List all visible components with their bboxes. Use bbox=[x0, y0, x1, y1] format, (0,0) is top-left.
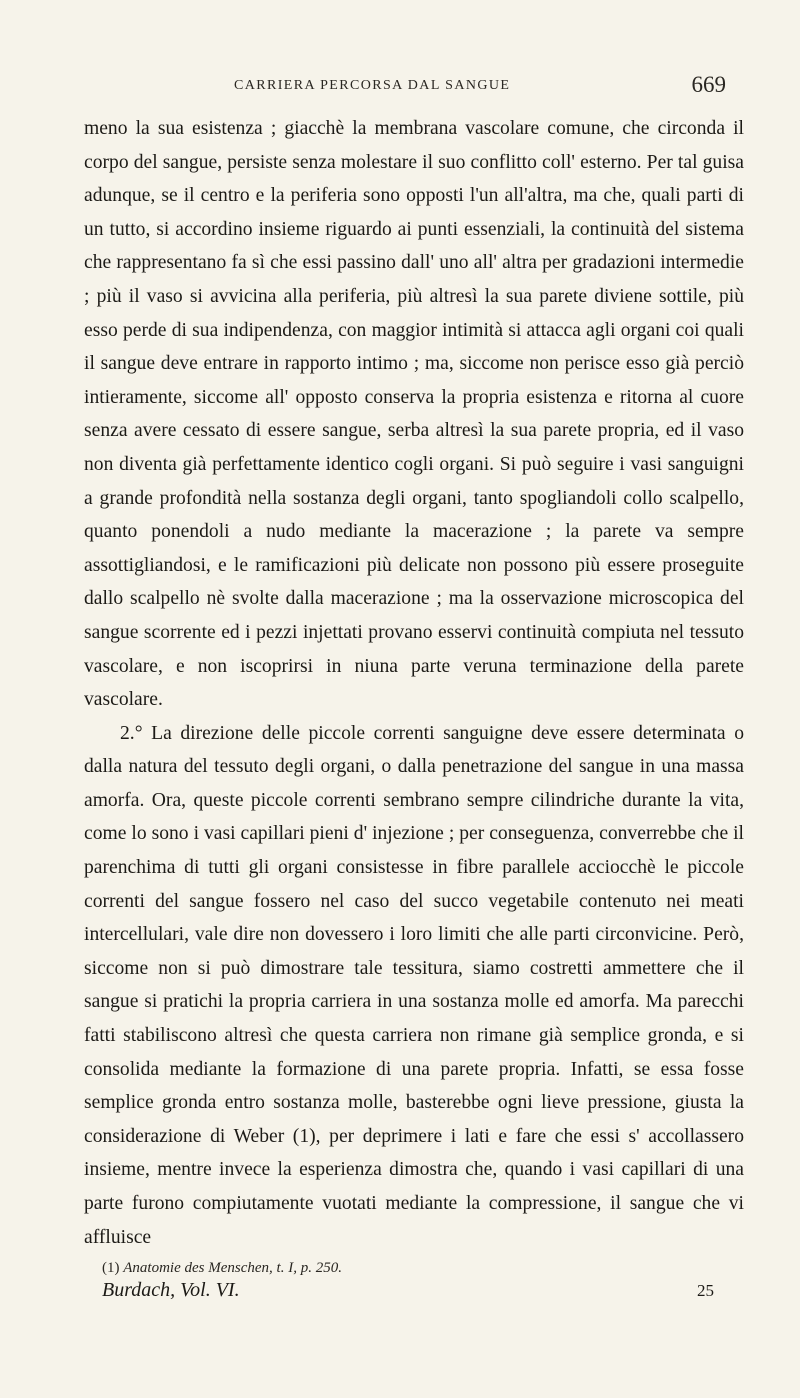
running-title: CARRIERA PERCORSA DAL SANGUE bbox=[234, 78, 511, 93]
footnote-marker: (1) bbox=[102, 1260, 120, 1277]
footnote-source: Anatomie des Menschen, t. I, p. 250. bbox=[123, 1260, 342, 1277]
running-head bbox=[84, 72, 744, 112]
paragraph-2: 2.° La direzione delle piccole correnti sanguigne deve essere determinata o dalla natura del tessuto degli organi, o dalla penetrazione del sangue in una massa amorfa. Ora, queste piccole correnti sembrano sempre cilindriche durante la vita, come lo sono i vasi capillari pieni d' injezione ; per conseguenza, converrebbe che il parenchima di tutti gli organi consistesse in fibre parallele acciocchè le piccole correnti del sangue fossero nel caso del succo vegetabile contenuto nei meati intercellulari, vale dire non dovessero i loro limiti che alle parti circonvicine. Però, siccome non si può dimostrare tale tessitura, siamo costretti ammettere che il sangue si pratichi la propria carriera in una sostanza molle ed amorfa. Ma parecchi fatti stabiliscono altresì che questa carriera non rimane già semplice gronda, e si consolida mediante la formazione di una parete propria. Infatti, se essa fosse semplice gronda entro sostanza molle, basterebbe ogni lieve pressione, giusta la considerazione di Weber (1), per deprimere i lati e fare che essi s' accollassero insieme, mentre invece la esperienza dimostra che, quando i vasi capillari di una parte furono compiutamente vuotati mediante la compressione, il sangue che vi affluisce bbox=[84, 722, 744, 1248]
printer-signature bbox=[84, 1279, 744, 1309]
footnote bbox=[84, 1260, 744, 1277]
signature-number: 25 bbox=[697, 1281, 714, 1301]
body-text bbox=[84, 112, 744, 1254]
paragraph-1: meno la sua esistenza ; giacchè la membrana vascolare comune, che circonda il corpo del sangue, persiste senza molestare il suo conflitto coll' esterno. Per tal guisa adunque, se il centro e la periferia sono opposti l'un all'altra, ma che, quali parti di un tutto, si accordino insieme riguardo ai punti essenziali, la continuità del sistema che rappresentano fa sì che essi passino dall' uno all' altra per gradazioni intermedie ; più il vaso si avvicina alla periferia, più altresì la sua parete diviene sottile, più esso perde di sua indipendenza, con maggior intimità si attacca agli organi coi quali il sangue deve entrare in rapporto intimo ; ma, siccome non perisce esso già perciò intieramente, siccome all' opposto conserva la propria esistenza e ritorna al cuore senza avere cessato di essere sangue, serba altresì la sua parete propria, ed il vaso non diventa già perfettamente identico cogli organi. Si può seguire i vasi sanguigni a grande profondità nella sostanza degli organi, tanto spogliandoli collo scalpello, quanto ponendoli a nudo mediante la macerazione ; la parete va sempre assottigliandosi, e le ramificazioni più delicate non possono più essere proseguite dallo scalpello nè svolte dalla macerazione ; ma la osservazione microscopica del sangue scorrente ed i pezzi injettati provano esservi continuità compiuta nel tessuto vascolare, e non iscoprirsi in niuna parte veruna terminazione della parete vascolare. bbox=[84, 118, 744, 711]
page-number: 669 bbox=[691, 72, 726, 97]
signature-mark: Burdach, Vol. VI. bbox=[102, 1279, 240, 1302]
